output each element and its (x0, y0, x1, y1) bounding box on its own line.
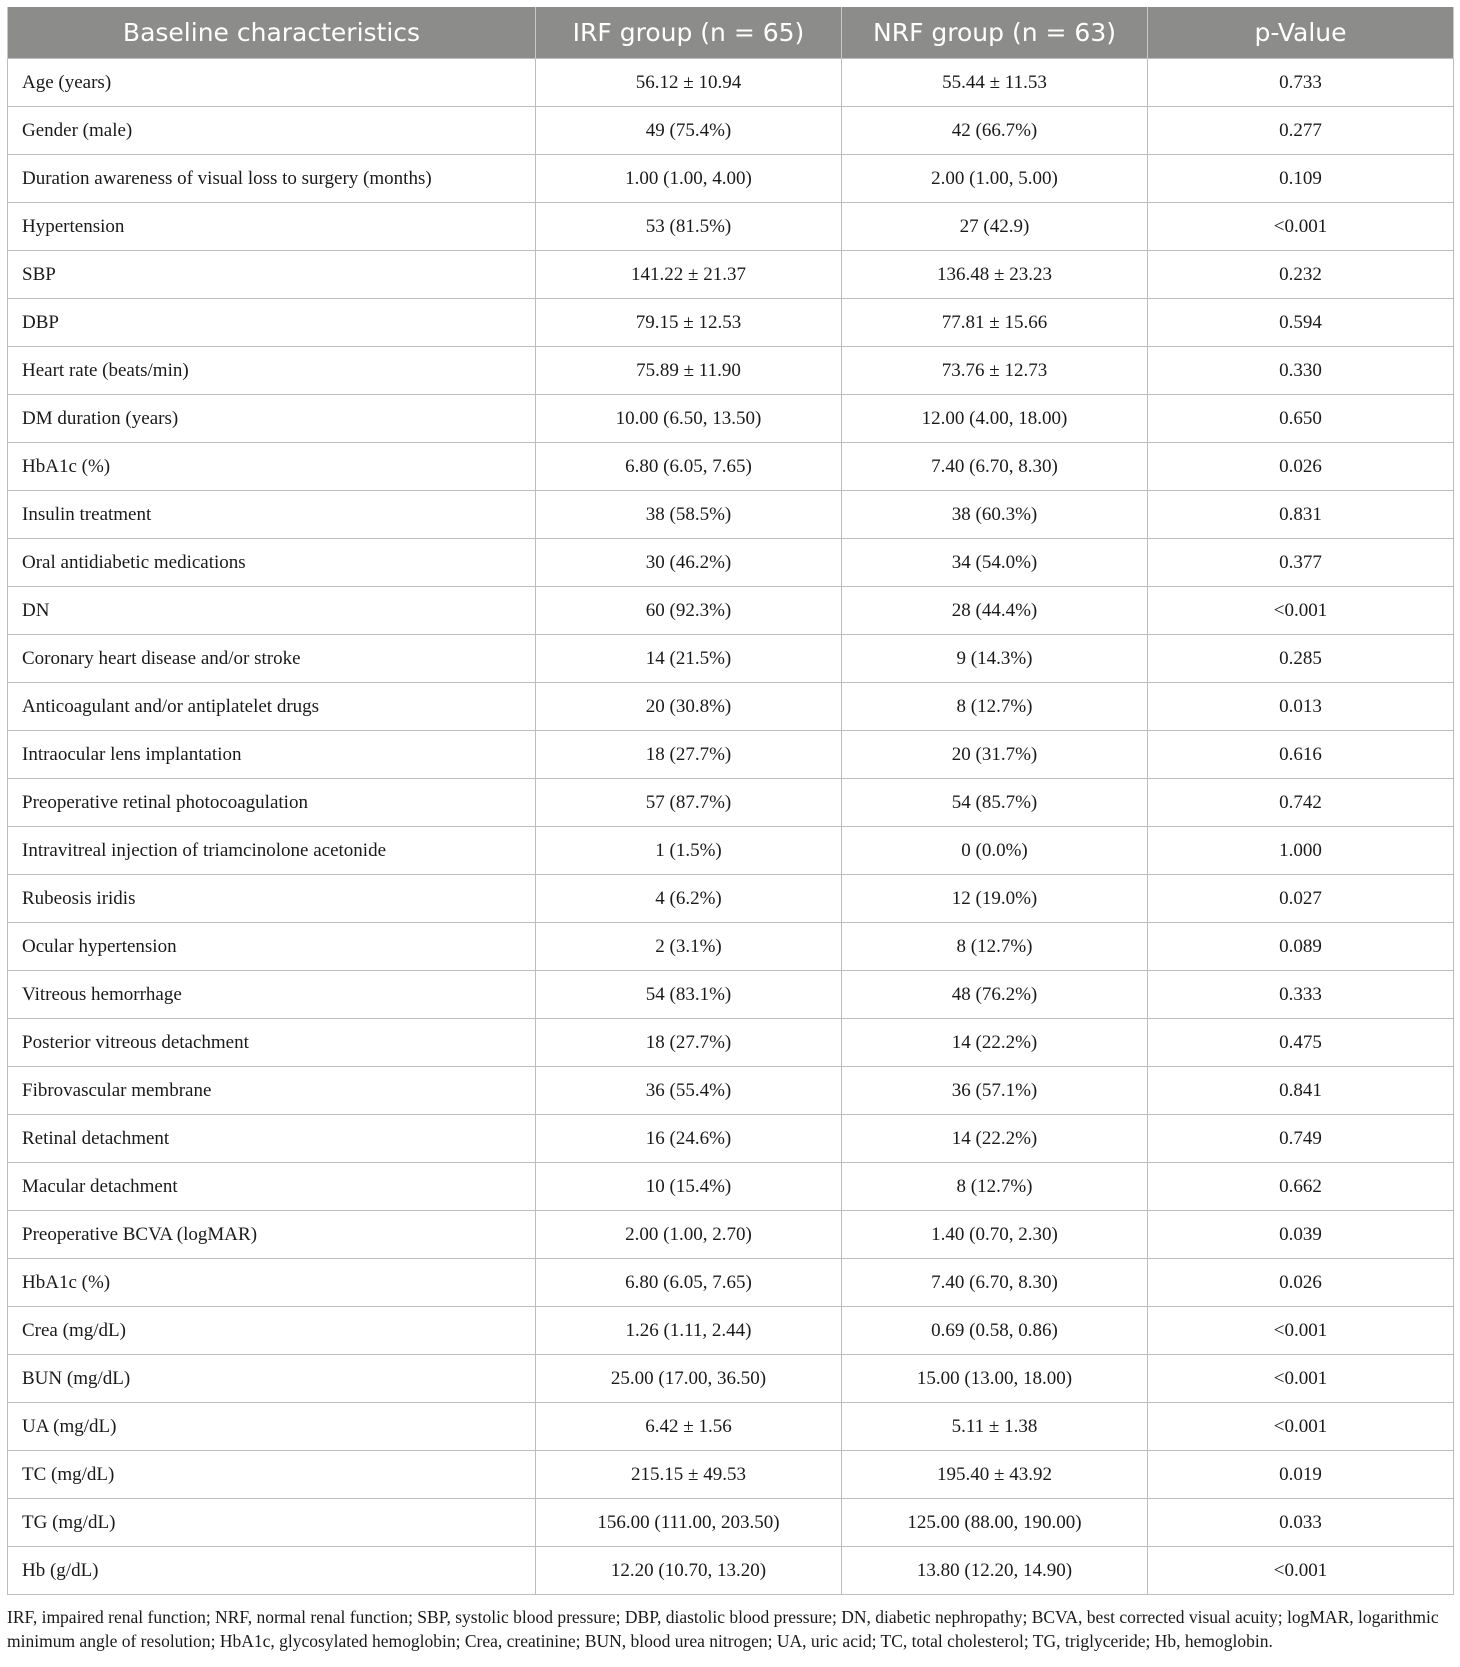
table-body (8, 59, 1454, 1595)
nrf-value: 13.80 (12.20, 14.90) (842, 1547, 1148, 1595)
nrf-value: 42 (66.7%) (842, 107, 1148, 155)
nrf-value: 8 (12.7%) (842, 1163, 1148, 1211)
nrf-value: 77.81 ± 15.66 (842, 299, 1148, 347)
irf-value: 38 (58.5%) (536, 491, 842, 539)
table-footnote: IRF, impaired renal function; NRF, normal renal function; SBP, systolic blood pressure; DBP, diastolic blood pressure; DN, diabetic nephropathy; BCVA, best corrected visual acuity; logMAR, logarithmic minimum angle of resolution; HbA1c, glycosylated hemoglobin; Crea, creatinine; BUN, blood urea nitrogen; UA, uric acid; TC, total cholesterol; TG, triglyceride; Hb, hemoglobin. (7, 1607, 1439, 1651)
p-value: 0.749 (1148, 1115, 1454, 1163)
irf-value: 25.00 (17.00, 36.50) (536, 1355, 842, 1403)
nrf-value: 8 (12.7%) (842, 683, 1148, 731)
nrf-value: 73.76 ± 12.73 (842, 347, 1148, 395)
p-value: 0.742 (1148, 779, 1454, 827)
irf-value: 4 (6.2%) (536, 875, 842, 923)
p-value: 0.232 (1148, 251, 1454, 299)
table-row (8, 923, 1454, 971)
p-value: 0.377 (1148, 539, 1454, 587)
irf-value: 10 (15.4%) (536, 1163, 842, 1211)
p-value: <0.001 (1148, 1547, 1454, 1595)
table-container (7, 7, 1453, 1653)
nrf-value: 38 (60.3%) (842, 491, 1148, 539)
row-label: Hypertension (8, 203, 536, 251)
table-header-row (8, 7, 1454, 59)
table-row (8, 203, 1454, 251)
table-row (8, 827, 1454, 875)
table-row (8, 587, 1454, 635)
irf-value: 215.15 ± 49.53 (536, 1451, 842, 1499)
row-label: Insulin treatment (8, 491, 536, 539)
p-value: <0.001 (1148, 203, 1454, 251)
nrf-value: 54 (85.7%) (842, 779, 1148, 827)
row-label: Crea (mg/dL) (8, 1307, 536, 1355)
p-value: <0.001 (1148, 1403, 1454, 1451)
row-label: Retinal detachment (8, 1115, 536, 1163)
irf-value: 1.26 (1.11, 2.44) (536, 1307, 842, 1355)
row-label: Oral antidiabetic medications (8, 539, 536, 587)
p-value: 0.733 (1148, 59, 1454, 107)
p-value: 0.650 (1148, 395, 1454, 443)
header-irf-group: IRF group (n = 65) (536, 7, 842, 59)
table-row (8, 683, 1454, 731)
nrf-value: 14 (22.2%) (842, 1019, 1148, 1067)
row-label: Duration awareness of visual loss to surgery (months) (8, 155, 536, 203)
p-value: 0.039 (1148, 1211, 1454, 1259)
table-row (8, 1019, 1454, 1067)
row-label: Age (years) (8, 59, 536, 107)
irf-value: 12.20 (10.70, 13.20) (536, 1547, 842, 1595)
table-row (8, 1163, 1454, 1211)
table-row (8, 731, 1454, 779)
p-value: 0.662 (1148, 1163, 1454, 1211)
row-label: DN (8, 587, 536, 635)
p-value: 0.333 (1148, 971, 1454, 1019)
table-row (8, 491, 1454, 539)
table-row (8, 59, 1454, 107)
irf-value: 6.80 (6.05, 7.65) (536, 1259, 842, 1307)
row-label: SBP (8, 251, 536, 299)
p-value: 0.109 (1148, 155, 1454, 203)
table-row (8, 443, 1454, 491)
row-label: Heart rate (beats/min) (8, 347, 536, 395)
p-value: 0.013 (1148, 683, 1454, 731)
row-label: Preoperative BCVA (logMAR) (8, 1211, 536, 1259)
nrf-value: 34 (54.0%) (842, 539, 1148, 587)
irf-value: 54 (83.1%) (536, 971, 842, 1019)
nrf-value: 1.40 (0.70, 2.30) (842, 1211, 1148, 1259)
row-label: Anticoagulant and/or antiplatelet drugs (8, 683, 536, 731)
table-row (8, 1259, 1454, 1307)
nrf-value: 15.00 (13.00, 18.00) (842, 1355, 1148, 1403)
p-value: 0.026 (1148, 443, 1454, 491)
nrf-value: 8 (12.7%) (842, 923, 1148, 971)
row-label: TG (mg/dL) (8, 1499, 536, 1547)
table-row (8, 1499, 1454, 1547)
table-row (8, 539, 1454, 587)
irf-value: 141.22 ± 21.37 (536, 251, 842, 299)
row-label: HbA1c (%) (8, 443, 536, 491)
nrf-value: 48 (76.2%) (842, 971, 1148, 1019)
p-value: 0.277 (1148, 107, 1454, 155)
nrf-value: 27 (42.9) (842, 203, 1148, 251)
nrf-value: 125.00 (88.00, 190.00) (842, 1499, 1148, 1547)
nrf-value: 12 (19.0%) (842, 875, 1148, 923)
row-label: Gender (male) (8, 107, 536, 155)
row-label: Rubeosis iridis (8, 875, 536, 923)
row-label: Hb (g/dL) (8, 1547, 536, 1595)
row-label: Coronary heart disease and/or stroke (8, 635, 536, 683)
row-label: Vitreous hemorrhage (8, 971, 536, 1019)
table-row (8, 635, 1454, 683)
table-row (8, 1403, 1454, 1451)
header-p-value: p-Value (1148, 7, 1454, 59)
p-value: <0.001 (1148, 1307, 1454, 1355)
row-label: Posterior vitreous detachment (8, 1019, 536, 1067)
irf-value: 20 (30.8%) (536, 683, 842, 731)
row-label: BUN (mg/dL) (8, 1355, 536, 1403)
irf-value: 1.00 (1.00, 4.00) (536, 155, 842, 203)
table-row (8, 347, 1454, 395)
p-value: 1.000 (1148, 827, 1454, 875)
nrf-value: 0.69 (0.58, 0.86) (842, 1307, 1148, 1355)
irf-value: 75.89 ± 11.90 (536, 347, 842, 395)
table-row (8, 971, 1454, 1019)
row-label: Ocular hypertension (8, 923, 536, 971)
p-value: 0.033 (1148, 1499, 1454, 1547)
p-value: 0.616 (1148, 731, 1454, 779)
nrf-value: 2.00 (1.00, 5.00) (842, 155, 1148, 203)
p-value: 0.026 (1148, 1259, 1454, 1307)
table-row (8, 395, 1454, 443)
table-row (8, 1451, 1454, 1499)
nrf-value: 136.48 ± 23.23 (842, 251, 1148, 299)
header-baseline-characteristics: Baseline characteristics (8, 7, 536, 59)
table-row (8, 155, 1454, 203)
nrf-value: 0 (0.0%) (842, 827, 1148, 875)
row-label: DBP (8, 299, 536, 347)
row-label: TC (mg/dL) (8, 1451, 536, 1499)
nrf-value: 7.40 (6.70, 8.30) (842, 1259, 1148, 1307)
p-value: 0.594 (1148, 299, 1454, 347)
nrf-value: 5.11 ± 1.38 (842, 1403, 1148, 1451)
nrf-value: 20 (31.7%) (842, 731, 1148, 779)
table-row (8, 875, 1454, 923)
p-value: 0.089 (1148, 923, 1454, 971)
table-row (8, 779, 1454, 827)
irf-value: 2 (3.1%) (536, 923, 842, 971)
irf-value: 1 (1.5%) (536, 827, 842, 875)
irf-value: 2.00 (1.00, 2.70) (536, 1211, 842, 1259)
nrf-value: 55.44 ± 11.53 (842, 59, 1148, 107)
nrf-value: 195.40 ± 43.92 (842, 1451, 1148, 1499)
irf-value: 36 (55.4%) (536, 1067, 842, 1115)
row-label: Intravitreal injection of triamcinolone acetonide (8, 827, 536, 875)
table-row (8, 1307, 1454, 1355)
table-row (8, 1355, 1454, 1403)
p-value: <0.001 (1148, 1355, 1454, 1403)
nrf-value: 12.00 (4.00, 18.00) (842, 395, 1148, 443)
table-row (8, 107, 1454, 155)
p-value: 0.285 (1148, 635, 1454, 683)
nrf-value: 9 (14.3%) (842, 635, 1148, 683)
row-label: Macular detachment (8, 1163, 536, 1211)
p-value: 0.019 (1148, 1451, 1454, 1499)
irf-value: 56.12 ± 10.94 (536, 59, 842, 107)
header-nrf-group: NRF group (n = 63) (842, 7, 1148, 59)
row-label: Intraocular lens implantation (8, 731, 536, 779)
irf-value: 16 (24.6%) (536, 1115, 842, 1163)
table-row (8, 299, 1454, 347)
irf-value: 79.15 ± 12.53 (536, 299, 842, 347)
table-row (8, 1067, 1454, 1115)
table-row (8, 1211, 1454, 1259)
row-label: Preoperative retinal photocoagulation (8, 779, 536, 827)
irf-value: 60 (92.3%) (536, 587, 842, 635)
nrf-value: 7.40 (6.70, 8.30) (842, 443, 1148, 491)
irf-value: 57 (87.7%) (536, 779, 842, 827)
irf-value: 53 (81.5%) (536, 203, 842, 251)
p-value: <0.001 (1148, 587, 1454, 635)
p-value: 0.475 (1148, 1019, 1454, 1067)
irf-value: 30 (46.2%) (536, 539, 842, 587)
row-label: UA (mg/dL) (8, 1403, 536, 1451)
p-value: 0.841 (1148, 1067, 1454, 1115)
row-label: HbA1c (%) (8, 1259, 536, 1307)
irf-value: 6.42 ± 1.56 (536, 1403, 842, 1451)
table-row (8, 1547, 1454, 1595)
nrf-value: 14 (22.2%) (842, 1115, 1148, 1163)
irf-value: 6.80 (6.05, 7.65) (536, 443, 842, 491)
irf-value: 10.00 (6.50, 13.50) (536, 395, 842, 443)
irf-value: 156.00 (111.00, 203.50) (536, 1499, 842, 1547)
irf-value: 18 (27.7%) (536, 731, 842, 779)
row-label: DM duration (years) (8, 395, 536, 443)
irf-value: 18 (27.7%) (536, 1019, 842, 1067)
table-row (8, 251, 1454, 299)
nrf-value: 36 (57.1%) (842, 1067, 1148, 1115)
nrf-value: 28 (44.4%) (842, 587, 1148, 635)
p-value: 0.831 (1148, 491, 1454, 539)
row-label: Fibrovascular membrane (8, 1067, 536, 1115)
irf-value: 14 (21.5%) (536, 635, 842, 683)
p-value: 0.027 (1148, 875, 1454, 923)
p-value: 0.330 (1148, 347, 1454, 395)
table-row (8, 1115, 1454, 1163)
baseline-characteristics-table (7, 7, 1454, 1595)
irf-value: 49 (75.4%) (536, 107, 842, 155)
